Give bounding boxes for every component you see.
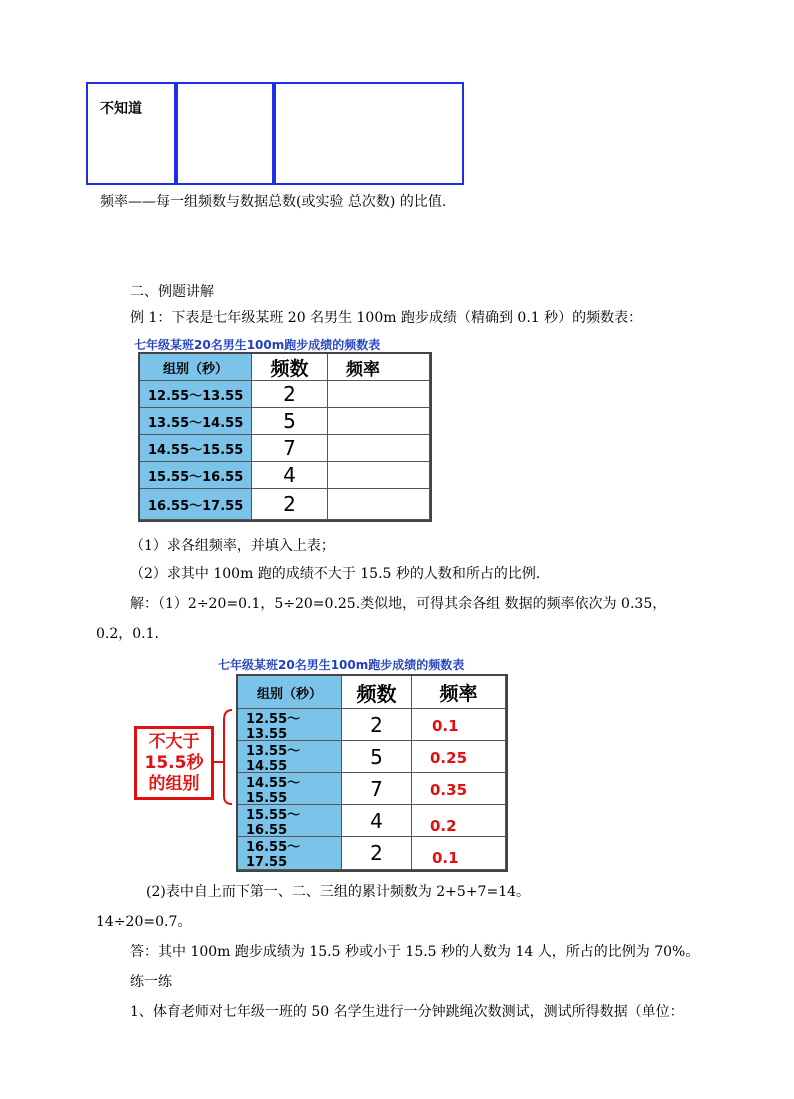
callout-line: 的组别 (148, 774, 200, 794)
table-2-count: 2 (342, 709, 412, 741)
table-2-rate: 0.35 (430, 781, 468, 799)
table-1-rate (328, 381, 430, 408)
question-2: （2）求其中 100m 跑的成绩不大于 15.5 秒的人数和所占的比例. (130, 566, 541, 582)
callout-line: 15.5秒 (144, 753, 204, 773)
callout-box (134, 726, 214, 800)
table-2-rate-cell (412, 837, 506, 870)
table-2-range: 15.55～16.55 (238, 805, 342, 837)
table-1-count: 2 (252, 489, 328, 520)
table-2-title: 七年级某班20名男生100m跑步成绩的频数表 (218, 658, 465, 672)
table-1-range: 12.55～13.55 (140, 381, 252, 408)
table-1-count: 2 (252, 381, 328, 408)
table-2-header-group: 组别（秒） (238, 676, 342, 709)
frequency-table-2 (130, 654, 510, 874)
table-1-count: 4 (252, 462, 328, 489)
table-2-rate-cell (412, 773, 506, 805)
answer-text: 答：其中 100m 跑步成绩为 15.5 秒或小于 15.5 秒的人数为 14 人，所占的比例为 70%。 (130, 944, 700, 960)
table-2-rate: 0.1 (432, 849, 459, 867)
table-2-header-rate: 频率 (412, 676, 506, 709)
table-2-rate: 0.2 (430, 817, 457, 835)
solution-line-2: 0.2，0.1. (96, 626, 159, 642)
table-1-header-group: 组别（秒） (140, 354, 252, 381)
table-2-rate-cell (412, 805, 506, 837)
top-table-cell (174, 82, 276, 185)
top-table-cell-label (86, 82, 178, 185)
definition-paragraph: 频率——每一组频数与数据总数(或实验 总次数) 的比值. (100, 194, 447, 210)
table-1-rate (328, 435, 430, 462)
table-1-rate (328, 462, 430, 489)
table-2-count: 7 (342, 773, 412, 805)
table-2-count: 5 (342, 741, 412, 773)
table-2-range: 12.55～13.55 (238, 709, 342, 741)
table-1-rate (328, 489, 430, 520)
table-1-title: 七年级某班20名男生100m跑步成绩的频数表 (134, 338, 381, 352)
table-2-count: 4 (342, 805, 412, 837)
table-1-count: 5 (252, 408, 328, 435)
frequency-table-1 (134, 336, 434, 526)
top-table-cell (272, 82, 464, 185)
table-2-rate: 0.25 (430, 749, 468, 767)
practice-1-text: 1、体育老师对七年级一班的 50 名学生进行一分钟跳绳次数测试，测试所得数据（单位： (130, 1004, 684, 1020)
table-2-rate-cell (412, 709, 506, 741)
table-1-grid (138, 352, 432, 522)
table-1-rate (328, 408, 430, 435)
table-2-rate-cell (412, 741, 506, 773)
table-2-count: 2 (342, 837, 412, 870)
solution-2-line-1: (2)表中自上而下第一、二、三组的累计频数为 2+5+7=14。 (146, 884, 531, 900)
table-1-header-count: 频数 (252, 354, 328, 381)
table-1-count: 7 (252, 435, 328, 462)
solution-2-line-2: 14÷20=0.7。 (96, 914, 192, 930)
table-2-rate: 0.1 (432, 717, 459, 735)
table-1-range: 16.55～17.55 (140, 489, 252, 520)
section-title: 二、例题讲解 (130, 284, 214, 300)
callout-bracket (214, 706, 238, 806)
top-table-row-label: 不知道 (100, 101, 142, 117)
table-2-range: 16.55～17.55 (238, 837, 342, 870)
solution-line-1: 解：（1）2÷20=0.1，5÷20=0.25.类似地，可得其余各组 数据的频率依次为 0.35， (130, 596, 667, 612)
example-1-text: 例 1：下表是七年级某班 20 名男生 100m 跑步成绩（精确到 0.1 秒）的频数表： (130, 310, 643, 326)
table-1-range: 14.55～15.55 (140, 435, 252, 462)
table-2-grid (236, 674, 508, 872)
table-1-header-rate: 频率 (328, 354, 430, 381)
table-1-range: 13.55～14.55 (140, 408, 252, 435)
callout-line: 不大于 (148, 732, 200, 752)
question-1: （1）求各组频率，并填入上表； (130, 538, 335, 554)
top-table (86, 82, 464, 185)
table-2-header-count: 频数 (342, 676, 412, 709)
practice-title: 练一练 (130, 974, 172, 990)
table-2-range: 13.55～14.55 (238, 741, 342, 773)
table-1-range: 15.55～16.55 (140, 462, 252, 489)
table-2-range: 14.55～15.55 (238, 773, 342, 805)
